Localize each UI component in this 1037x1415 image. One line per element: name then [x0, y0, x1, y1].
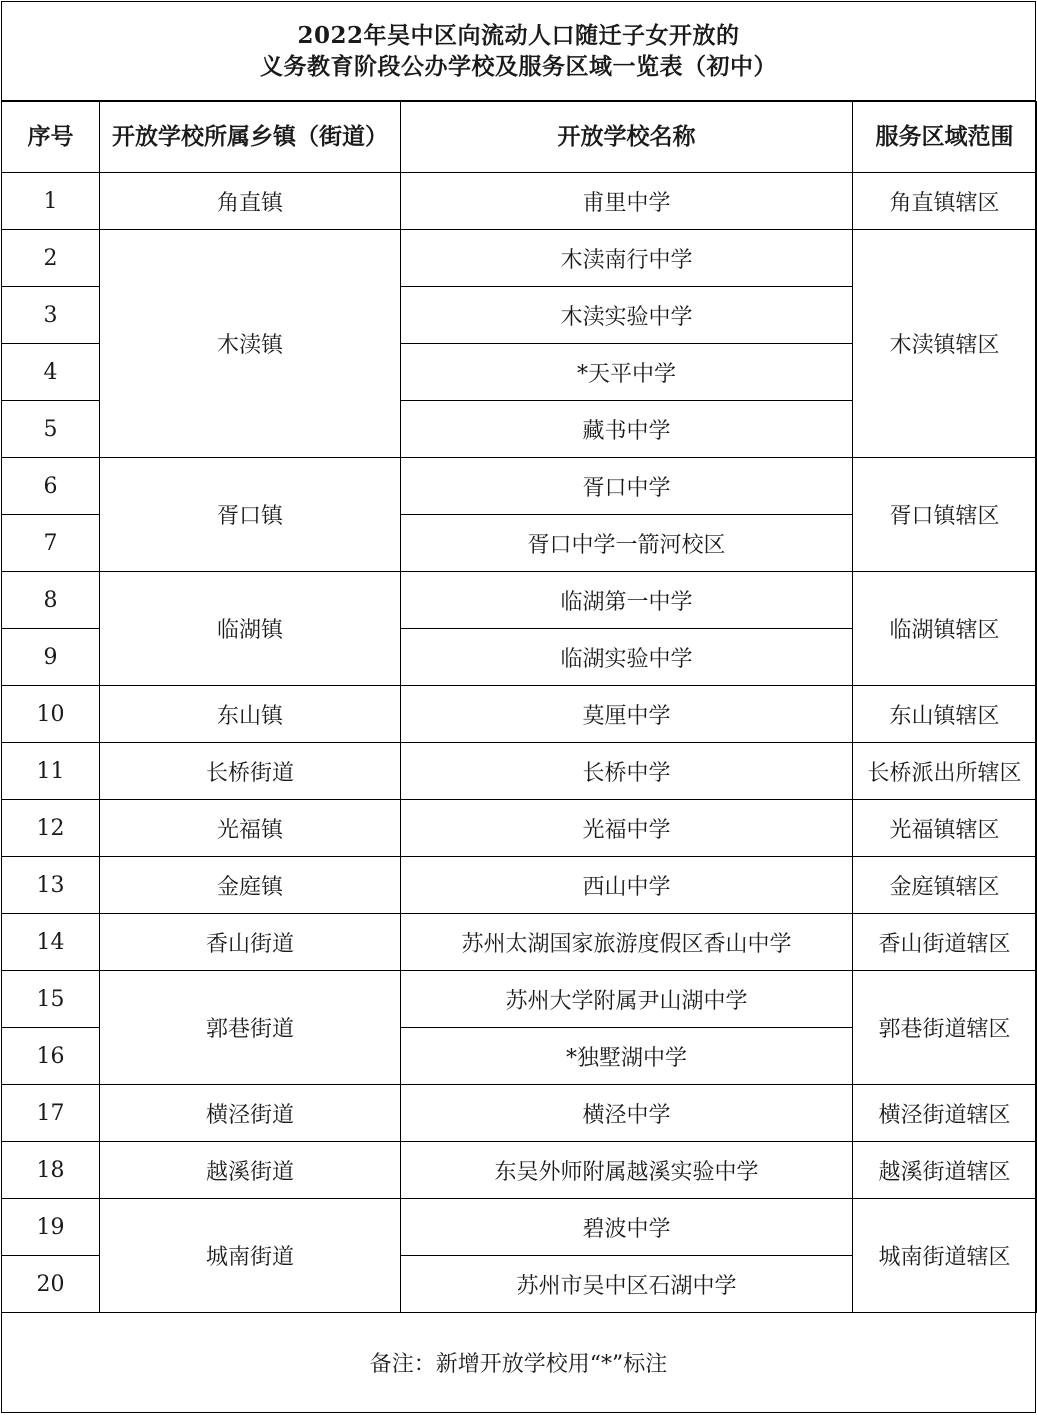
school-cell: 甫里中学	[401, 173, 853, 230]
table-row	[2, 1199, 1037, 1256]
row-no: 18	[2, 1142, 100, 1199]
school-cell: 东吴外师附属越溪实验中学	[401, 1142, 853, 1199]
title-line-1: 2022年吴中区向流动人口随迁子女开放的	[297, 22, 740, 49]
footnote: 备注：新增开放学校用“*”标注	[369, 1351, 668, 1377]
table-row	[2, 686, 1037, 743]
row-no: 8	[2, 572, 100, 629]
area-cell: 越溪街道辖区	[853, 1142, 1037, 1199]
area-cell: 城南街道辖区	[853, 1199, 1037, 1313]
school-cell: 莫厘中学	[401, 686, 853, 743]
school-cell: 苏州大学附属尹山湖中学	[401, 971, 853, 1028]
school-cell: 木渎实验中学	[401, 287, 853, 344]
table-row	[2, 173, 1037, 230]
town-cell: 胥口镇	[100, 458, 401, 572]
school-cell: 苏州太湖国家旅游度假区香山中学	[401, 914, 853, 971]
table-row	[2, 572, 1037, 629]
table-row	[2, 857, 1037, 914]
table-row	[2, 743, 1037, 800]
school-cell: 木渎南行中学	[401, 230, 853, 287]
row-no: 13	[2, 857, 100, 914]
town-cell: 长桥街道	[100, 743, 401, 800]
area-cell: 东山镇辖区	[853, 686, 1037, 743]
row-no: 5	[2, 401, 100, 458]
area-cell: 香山街道辖区	[853, 914, 1037, 971]
school-cell: 碧波中学	[401, 1199, 853, 1256]
row-no: 9	[2, 629, 100, 686]
row-no: 1	[2, 173, 100, 230]
school-cell: 临湖第一中学	[401, 572, 853, 629]
town-cell: 金庭镇	[100, 857, 401, 914]
town-cell: 香山街道	[100, 914, 401, 971]
header-no: 序号	[2, 102, 100, 173]
table-row	[2, 914, 1037, 971]
school-cell: 胥口中学一箭河校区	[401, 515, 853, 572]
header-school: 开放学校名称	[401, 102, 853, 173]
school-cell: 临湖实验中学	[401, 629, 853, 686]
school-cell: 光福中学	[401, 800, 853, 857]
table-row	[2, 971, 1037, 1028]
title-block	[2, 2, 1035, 101]
town-cell: 郭巷街道	[100, 971, 401, 1085]
row-no: 3	[2, 287, 100, 344]
area-cell: 郭巷街道辖区	[853, 971, 1037, 1085]
row-no: 14	[2, 914, 100, 971]
header-town: 开放学校所属乡镇（街道）	[100, 102, 401, 173]
school-cell: 西山中学	[401, 857, 853, 914]
school-cell: 横泾中学	[401, 1085, 853, 1142]
title-line-2: 义务教育阶段公办学校及服务区域一览表（初中）	[260, 53, 777, 80]
row-no: 10	[2, 686, 100, 743]
table-row	[2, 458, 1037, 515]
town-cell: 光福镇	[100, 800, 401, 857]
area-cell: 角直镇辖区	[853, 173, 1037, 230]
town-cell: 城南街道	[100, 1199, 401, 1313]
header-row	[2, 102, 1037, 173]
town-cell: 角直镇	[100, 173, 401, 230]
row-no: 2	[2, 230, 100, 287]
row-no: 12	[2, 800, 100, 857]
school-table	[1, 101, 1037, 1313]
school-cell: 苏州市吴中区石湖中学	[401, 1256, 853, 1313]
area-cell: 长桥派出所辖区	[853, 743, 1037, 800]
town-cell: 越溪街道	[100, 1142, 401, 1199]
town-cell: 东山镇	[100, 686, 401, 743]
row-no: 6	[2, 458, 100, 515]
row-no: 11	[2, 743, 100, 800]
row-no: 4	[2, 344, 100, 401]
row-no: 20	[2, 1256, 100, 1313]
area-cell: 横泾街道辖区	[853, 1085, 1037, 1142]
row-no: 15	[2, 971, 100, 1028]
table-row	[2, 1085, 1037, 1142]
school-cell: *天平中学	[401, 344, 853, 401]
school-cell: 藏书中学	[401, 401, 853, 458]
table-row	[2, 1142, 1037, 1199]
table-row	[2, 800, 1037, 857]
row-no: 19	[2, 1199, 100, 1256]
town-cell: 横泾街道	[100, 1085, 401, 1142]
area-cell: 胥口镇辖区	[853, 458, 1037, 572]
row-no: 7	[2, 515, 100, 572]
area-cell: 临湖镇辖区	[853, 572, 1037, 686]
school-cell: 长桥中学	[401, 743, 853, 800]
header-area: 服务区域范围	[853, 102, 1037, 173]
area-cell: 木渎镇辖区	[853, 230, 1037, 458]
school-cell: 胥口中学	[401, 458, 853, 515]
table-row	[2, 230, 1037, 287]
row-no: 17	[2, 1085, 100, 1142]
document-sheet	[1, 1, 1036, 1413]
school-cell: *独墅湖中学	[401, 1028, 853, 1085]
row-no: 16	[2, 1028, 100, 1085]
area-cell: 金庭镇辖区	[853, 857, 1037, 914]
town-cell: 木渎镇	[100, 230, 401, 458]
town-cell: 临湖镇	[100, 572, 401, 686]
area-cell: 光福镇辖区	[853, 800, 1037, 857]
